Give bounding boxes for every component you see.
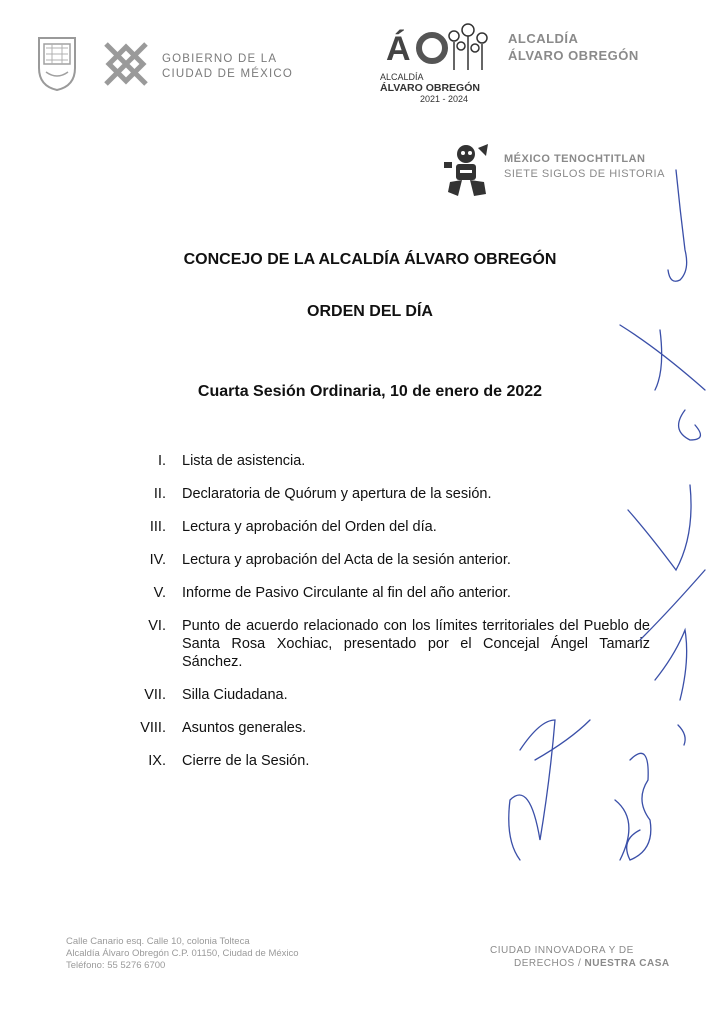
- slogan-line-2: [490, 957, 670, 970]
- agenda-item-number: I.: [157, 453, 166, 469]
- agenda-item-number: II.: [153, 486, 166, 502]
- agenda-item-text: Informe de Pasivo Circulante al fin del año anterior.: [182, 585, 511, 601]
- logo-caption-years: 2021 - 2024: [420, 94, 469, 104]
- slogan-part-b: NUESTRA CASA: [584, 958, 670, 969]
- agenda-item-text: Punto de acuerdo relacionado con los límites territoriales del Pueblo de Santa Rosa Xochiac, presentado por el Concejal Ángel Tamariz Sánchez.: [182, 618, 650, 670]
- alcaldia-logo-caption: [380, 72, 480, 105]
- alcaldia-name-text: [508, 30, 639, 64]
- mex-line-2: SIETE SIGLOS DE HISTORIA: [504, 168, 665, 180]
- agenda-item-number: VIII.: [140, 720, 166, 736]
- agenda-item-text: Declaratoria de Quórum y apertura de la sesión.: [182, 486, 492, 502]
- council-heading: CONCEJO DE LA ALCALDÍA ÁLVARO OBREGÓN: [183, 251, 557, 268]
- agenda-item-text: Lista de asistencia.: [182, 453, 306, 469]
- address-line-3: Teléfono: 55 5276 6700: [66, 960, 166, 971]
- address-line-1: Calle Canario esq. Calle 10, colonia Tolteca: [66, 936, 250, 947]
- alcaldia-line-1: ALCALDÍA: [508, 31, 579, 46]
- agenda-item-number: VI.: [148, 618, 166, 634]
- agenda-item-text: Silla Ciudadana.: [182, 687, 288, 703]
- logo-caption-line2: ÁLVARO OBREGÓN: [380, 82, 480, 94]
- mex-line-1: MÉXICO TENOCHTITLAN: [504, 153, 646, 165]
- agenda-item-number: VII.: [144, 687, 166, 703]
- agenda-item-text: Lectura y aprobación del Orden del día.: [182, 519, 437, 535]
- agenda-item-number: IV.: [149, 552, 166, 568]
- logo-caption-line1: ALCALDÍA: [380, 72, 424, 82]
- footer-slogan: [490, 944, 670, 970]
- handwritten-signatures: [480, 140, 713, 880]
- footer-address: [66, 936, 299, 972]
- cdmx-knot-logo: [96, 34, 156, 94]
- agenda-item-number: V.: [153, 585, 166, 601]
- document-title: ORDEN DEL DÍA: [307, 303, 433, 320]
- agenda-item-number: III.: [149, 519, 166, 535]
- session-subtitle: Cuarta Sesión Ordinaria, 10 de enero de 2022: [197, 383, 543, 400]
- alcaldia-ao-logo: [384, 20, 494, 72]
- agenda-item-number: IX.: [148, 753, 166, 769]
- agenda-item-text: Lectura y aprobación del Acta de la sesión anterior.: [182, 552, 511, 568]
- slogan-part-a: DERECHOS /: [514, 958, 585, 969]
- agenda-item-text: Asuntos generales.: [182, 720, 307, 736]
- agenda-item-text: Cierre de la Sesión.: [182, 753, 310, 769]
- gov-line-1: GOBIERNO DE LA: [162, 53, 278, 65]
- gobierno-cdmx-text: [162, 52, 293, 82]
- cdmx-coat-of-arms-logo: [36, 34, 78, 92]
- alcaldia-line-2: ÁLVARO OBREGÓN: [508, 48, 639, 63]
- slogan-line-1: CIUDAD INNOVADORA Y DE: [490, 945, 634, 956]
- gov-line-2: CIUDAD DE MÉXICO: [162, 68, 294, 80]
- svg-text:Á: Á: [386, 30, 411, 68]
- address-line-2: Alcaldía Álvaro Obregón C.P. 01150, Ciudad de México: [66, 948, 299, 959]
